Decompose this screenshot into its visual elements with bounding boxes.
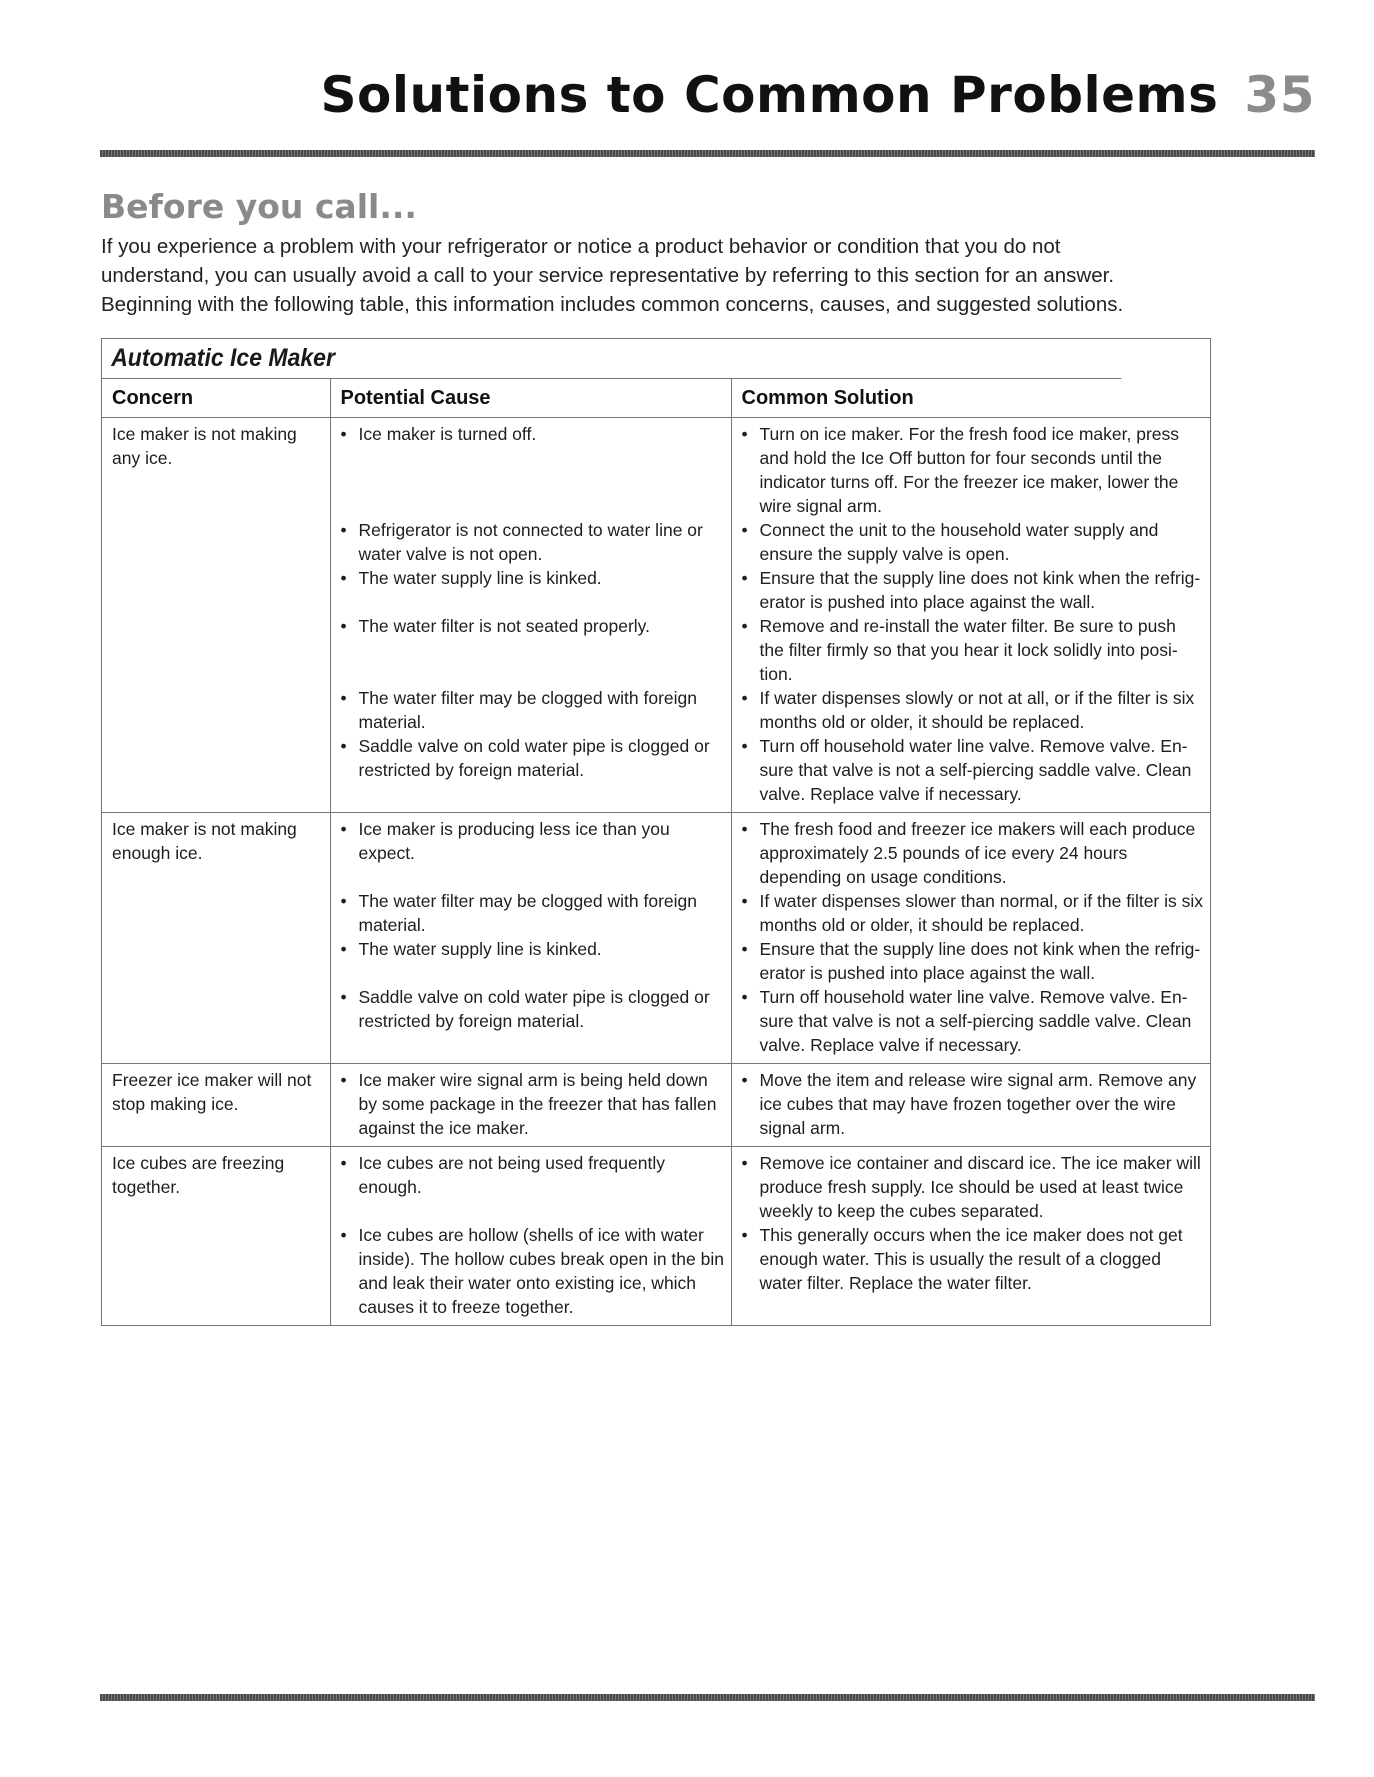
cause-item: • The water filter may be clogged with foreign material. <box>341 686 725 734</box>
cause-item: • Saddle valve on cold water pipe is clogged or restricted by foreign material. <box>341 985 725 1057</box>
cause-item: • The water supply line is kinked. <box>341 566 725 614</box>
intro-line: understand, you can usually avoid a call to your service representative by referring to this section for an answer. <box>101 264 1115 287</box>
cause-item: • Saddle valve on cold water pipe is clogged or restricted by foreign material. <box>341 734 725 806</box>
solution-item: • This generally occurs when the ice maker does not get enough water. This is usually the result of a clogged water filter. Replace the water filter. <box>742 1223 1205 1319</box>
table-header-row <box>102 379 1210 418</box>
cause-item: • Ice maker wire signal arm is being held down by some package in the freezer that has fallen against the ice maker. <box>341 1068 725 1140</box>
solution-item: • Ensure that the supply line does not kink when the refrig-erator is pushed into place against the wall. <box>742 937 1205 985</box>
cause-item: • Ice cubes are not being used frequently enough. <box>341 1151 725 1223</box>
cause-cell <box>330 813 731 1064</box>
solution-item: • Connect the unit to the household water supply and ensure the supply valve is open. <box>742 518 1205 566</box>
concern-cell: Ice cubes are freezing together. <box>102 1147 330 1326</box>
solution-item: • Move the item and release wire signal arm. Remove any ice cubes that may have frozen together over the wire signal arm. <box>742 1068 1205 1140</box>
solution-item: • Remove and re-install the water filter. Be sure to push the filter firmly so that you hear it lock solidly into posi-tion. <box>742 614 1205 686</box>
bottom-divider <box>100 1694 1315 1701</box>
solution-item: • Turn off household water line valve. Remove valve. En-sure that valve is not a self-piercing saddle valve. Clean valve. Replace valve if necessary. <box>742 734 1205 806</box>
concern-cell: Freezer ice maker will not stop making ice. <box>102 1064 330 1147</box>
concern-cell: Ice maker is not making any ice. <box>102 418 330 813</box>
table-row <box>102 418 1210 813</box>
cause-item: • Ice maker is producing less ice than you expect. <box>341 817 725 889</box>
page-title-text: Solutions to Common Problems <box>320 66 1219 124</box>
cause-item: • The water filter is not seated properly. <box>341 614 725 686</box>
cause-item: • Refrigerator is not connected to water line or water valve is not open. <box>341 518 725 566</box>
solution-cell <box>731 813 1210 1064</box>
solution-item: • The fresh food and freezer ice makers will each produce approximately 2.5 pounds of ice every 24 hours depending on usage conditions. <box>742 817 1205 889</box>
page-title <box>100 66 1315 124</box>
page-number: 35 <box>1244 66 1315 124</box>
solution-item: • Turn off household water line valve. Remove valve. En-sure that valve is not a self-piercing saddle valve. Clean valve. Replace valve if necessary. <box>742 985 1205 1057</box>
solution-item: • Ensure that the supply line does not kink when the refrig-erator is pushed into place against the wall. <box>742 566 1205 614</box>
troubleshooting-table <box>101 338 1211 1326</box>
concern-cell: Ice maker is not making enough ice. <box>102 813 330 1064</box>
cause-item: • Ice cubes are hollow (shells of ice with water inside). The hollow cubes break open in the bin and leak their water onto existing ice, which causes it to freeze together. <box>341 1223 725 1319</box>
solution-item: • Remove ice container and discard ice. The ice maker will produce fresh supply. Ice should be used at least twice weekly to keep the cubes separated. <box>742 1151 1205 1223</box>
cause-cell <box>330 418 731 813</box>
cause-cell <box>330 1147 731 1326</box>
solution-cell <box>731 418 1210 813</box>
cause-item: • The water filter may be clogged with foreign material. <box>341 889 725 937</box>
solution-cell <box>731 1147 1210 1326</box>
table-title: Automatic Ice Maker <box>102 339 1121 379</box>
table-body <box>102 418 1210 1326</box>
section-heading: Before you call... <box>101 187 417 226</box>
top-divider <box>100 150 1315 157</box>
column-header-cause: Potential Cause <box>330 379 731 418</box>
cause-cell <box>330 1064 731 1147</box>
intro-line: If you experience a problem with your refrigerator or notice a product behavior or condition that you do not <box>101 235 1061 258</box>
table-row <box>102 1147 1210 1326</box>
column-header-concern: Concern <box>102 379 330 418</box>
cause-item: • The water supply line is kinked. <box>341 937 725 985</box>
intro-paragraph <box>101 232 1301 319</box>
solution-item: • If water dispenses slowly or not at all, or if the filter is six months old or older, it should be replaced. <box>742 686 1205 734</box>
problem-table <box>102 379 1210 1325</box>
column-header-solution: Common Solution <box>731 379 1210 418</box>
intro-line: Beginning with the following table, this information includes common concerns, causes, and suggested solutions. <box>101 293 1124 316</box>
solution-cell <box>731 1064 1210 1147</box>
table-row <box>102 813 1210 1064</box>
solution-item: • Turn on ice maker. For the fresh food ice maker, press and hold the Ice Off button for four seconds until the indicator turns off. For the freezer ice maker, lower the wire signal arm. <box>742 422 1205 518</box>
table-row <box>102 1064 1210 1147</box>
cause-item: • Ice maker is turned off. <box>341 422 725 518</box>
solution-item: • If water dispenses slower than normal, or if the filter is six months old or older, it should be replaced. <box>742 889 1205 937</box>
